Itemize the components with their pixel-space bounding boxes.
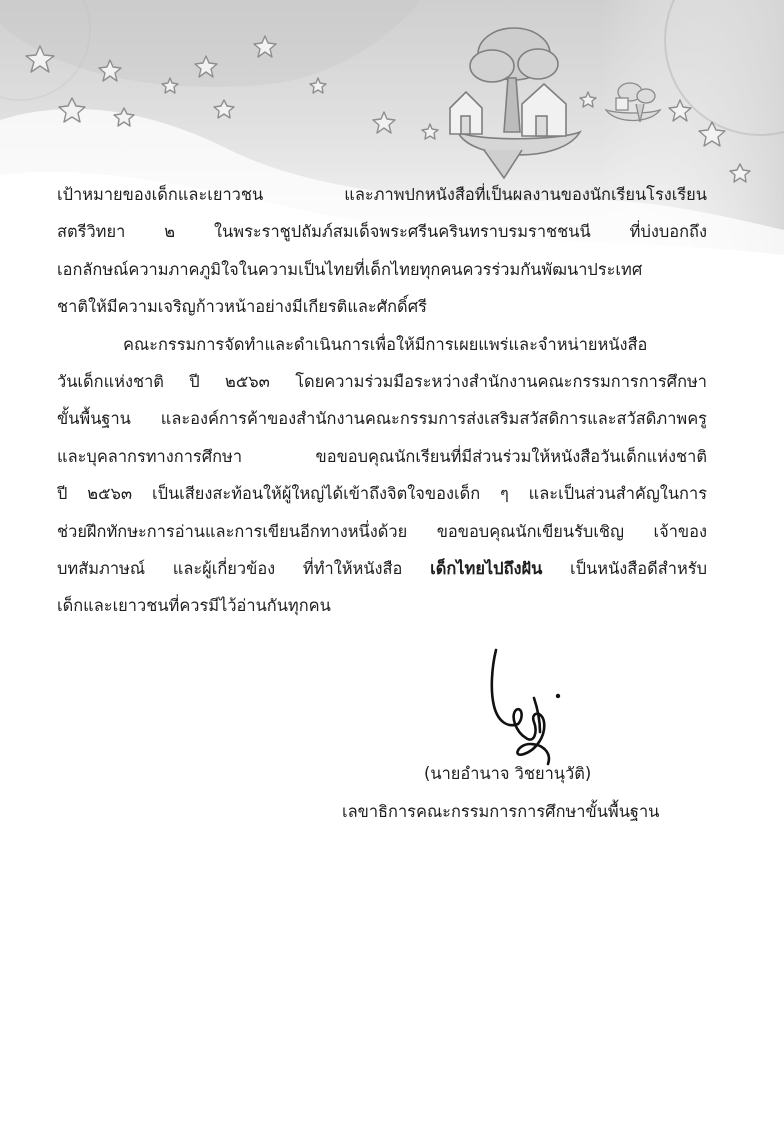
text-run: เป็นหนังสือดีสำหรับ <box>542 558 707 578</box>
handwritten-signature <box>478 640 598 780</box>
paragraph-line <box>57 550 707 587</box>
signer-position: เลขาธิการคณะกรรมการการศึกษาขั้นพื้นฐาน <box>342 802 660 821</box>
paragraph-line: ขั้นพื้นฐาน และองค์การค้าของสำนักงานคณะกรรมการส่งเสริมสวัสดิการและสวัสดิภาพครู <box>57 409 707 429</box>
paragraph-line: สตรีวิทยา ๒ ในพระราชูปถัมภ์สมเด็จพระศรีนครินทราบรมราชชนนี ที่บ่งบอกถึง <box>57 222 707 242</box>
paragraph-line: คณะกรรมการจัดทำและดำเนินการเพื่อให้มีการเผยแพร่และจำหน่ายหนังสือ <box>123 334 648 354</box>
letter-body <box>57 176 707 625</box>
book-title: เด็กไทยไปถึงฝัน <box>430 558 543 578</box>
paragraph-line: วันเด็กแห่งชาติ ปี ๒๕๖๓ โดยความร่วมมือระหว่างสำนักงานคณะกรรมการการศึกษา <box>57 371 707 391</box>
signer-name: (นายอำนาจ วิชยานุวัติ) <box>424 764 592 783</box>
paragraph-2 <box>57 326 707 625</box>
paragraph-line: ชาติให้มีความเจริญก้าวหน้าอย่างมีเกียรติและศักดิ์ศรี <box>57 297 427 317</box>
paragraph-line: และบุคลากรทางการศึกษา ขอขอบคุณนักเรียนที่มีส่วนร่วมให้หนังสือวันเด็กแห่งชาติ <box>57 446 707 466</box>
paragraph-line: ช่วยฝึกทักษะการอ่านและการเขียนอีกทางหนึ่งด้วย ขอขอบคุณนักเขียนรับเชิญ เจ้าของ <box>57 521 707 541</box>
paragraph-line: เป้าหมายของเด็กและเยาวชน และภาพปกหนังสือที่เป็นผลงานของนักเรียนโรงเรียน <box>57 185 707 204</box>
text-run: บทสัมภาษณ์ และผู้เกี่ยวข้อง ที่ทำให้หนังสือ <box>57 558 431 578</box>
paragraph-line: ปี ๒๕๖๓ เป็นเสียงสะท้อนให้ผู้ใหญ่ได้เข้าถึงจิตใจของเด็ก ๆ และเป็นส่วนสำคัญในการ <box>57 484 707 504</box>
paragraph-line: เด็กและเยาวชนที่ควรมีไว้อ่านกันทุกคน <box>57 596 331 616</box>
paragraph-1 <box>57 176 707 326</box>
paragraph-line: เอกลักษณ์ความภาคภูมิใจในความเป็นไทยที่เด็กไทยทุกคนควรร่วมกันพัฒนาประเทศ <box>57 259 643 279</box>
